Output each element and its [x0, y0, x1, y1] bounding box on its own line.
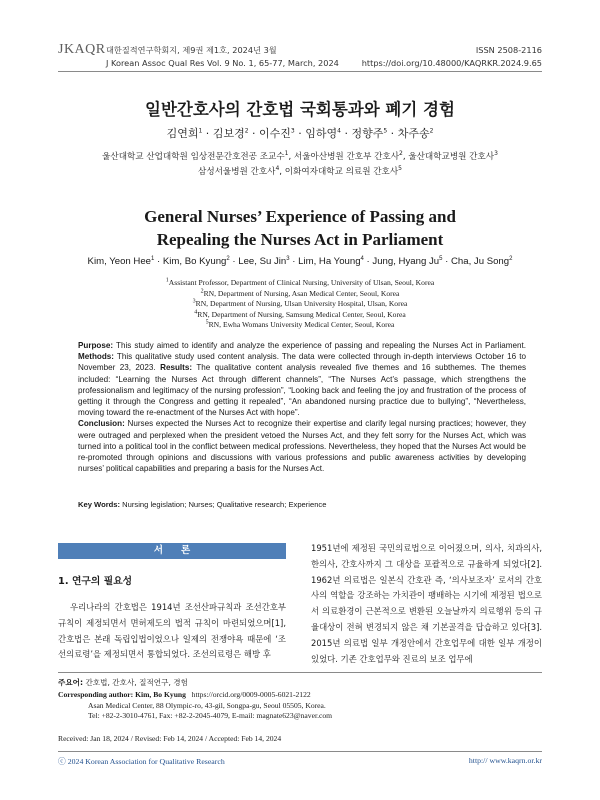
- affiliation: 서울아산병원 간호부 간호사: [293, 152, 400, 162]
- keywords: [78, 500, 526, 509]
- author-name-sup: 2: [509, 255, 513, 262]
- affiliation: 이화여자대학교 의료원 간호사: [284, 167, 399, 177]
- korean-title: 일반간호사의 간호법 국회통과와 폐기 경험: [145, 100, 455, 119]
- journal-url[interactable]: http:// www.kaqrn.or.kr: [468, 756, 542, 765]
- author-name-sup: 4: [360, 255, 364, 262]
- english-title-line: Repealing the Nurses Act in Parliament: [156, 230, 444, 249]
- footer-divider: [58, 751, 542, 752]
- subsection-heading: 1. 연구의 필요성: [58, 576, 133, 587]
- affiliation-sup: 5: [205, 319, 209, 326]
- affiliation-text: RN, Department of Nursing, Ulsan University Hospital, Ulsan, Korea: [195, 299, 408, 309]
- english-title: [0, 205, 600, 251]
- author-name-sup: 1: [151, 255, 155, 262]
- received-dates: Received: Jan 18, 2024 / Revised: Feb 14, 2024 / Accepted: Feb 14, 2024: [58, 734, 282, 743]
- orcid-link[interactable]: https://orcid.org/0009-0005-6021-2122: [191, 690, 311, 699]
- author-name-sup: 4: [337, 127, 341, 135]
- author-name-sup: 2: [226, 255, 230, 262]
- affiliation-text: RN, Ewha Womans University Medical Center, Seoul, Korea: [208, 320, 395, 330]
- methods-label: Methods:: [78, 352, 114, 362]
- author-name-sup: 2: [244, 127, 249, 135]
- author-name-sup: 5: [383, 127, 388, 135]
- corresponding-author: [58, 690, 332, 722]
- affiliation-sup: 1: [165, 277, 169, 284]
- section-heading-introduction: 서론: [58, 543, 286, 559]
- korean-authors: 김연희$^1$ · 김보경$^2$ · 이수진$^3$ · 임하영$^4$ · 정향주$^5$ · 차주송$^2$: [166, 127, 434, 140]
- journal-logo: JKAQR: [58, 42, 106, 57]
- purpose-label: Purpose:: [78, 341, 114, 350]
- affiliation-sup: 3: [192, 298, 196, 305]
- korean-keywords-label: 주요어:: [58, 678, 84, 687]
- author-name: 김연희: [166, 127, 199, 140]
- keywords-label: Key Words:: [78, 500, 121, 509]
- affiliation-sup: 4: [194, 309, 198, 316]
- author-address: Asan Medical Center, 88 Olympic-ro, 43-gil, Songpa-gu, Seoul 05505, Korea.: [88, 700, 326, 710]
- korean-affiliation-line: 울산대학교 산업대학원 임상전문간호전공 조교수$^1$, 서울아산병원 간호부 간호사$^2$, 울산대학교병원 간호사$^3$: [102, 150, 498, 162]
- affiliation-sup: 2: [399, 150, 403, 158]
- author-name: 임하영: [305, 127, 338, 140]
- affiliation-sup: 3: [494, 150, 498, 158]
- affiliation-text: RN, Department of Nursing, Samsung Medical Center, Seoul, Korea: [197, 309, 406, 319]
- author-name-sup: 5: [439, 255, 443, 262]
- corresponding-author-label: Corresponding author:: [58, 690, 134, 699]
- korean-keywords: [58, 677, 188, 688]
- author-name-sup: 3: [286, 255, 290, 262]
- english-authors: Kim, Yeon Hee$^1$ · Kim, Bo Kyung$^2$ · Lee, Su Jin$^3$ · Lim, Ha Young$^4$ · Jung, Hyang $Ju^5$ · Cha, Ju Song$^2$: [87, 255, 513, 267]
- affiliation: 울산대학교병원 간호사: [408, 152, 495, 162]
- conclusion-text: Nurses expected the Nurses Act to recognize their expertise and clarify legal nursing practices; however, they were outraged and perplexed when the president vetoed the Nurses Act, and they felt sorry for the Nurses Act, which was turned into a political tool in the conflict between medical professions. Nevertheless, they hoped that the Nurses Act would be re-promoted through opinions and discussions with various professions and public awareness activities by developing nurses’ political capabilities and preparing a basis for the Nurses Act.: [78, 419, 526, 474]
- page-header: [0, 0, 600, 72]
- korean-affiliations: [60, 150, 540, 180]
- body-column-right: 1951년에 제정된 국민의료법으로 이어졌으며, 의사, 치과의사, 한의사, 간호사까지 그 대상을 포괄적으로 규율하게 되었다[2]. 1962년 의료법은 일본식 간호관 즉, ‘의사보조자’ 로서의 간호사의 역할을 강조하는 가치관이 팽배하는 시기에 제정된 법으로서 의료환경이 근본적으로 변환된 오늘날까지 의료행위 등의 규율대상이 전혀 변경되지 않은 채 기본골격을 답습하고 있다[3]. 2015년 의료법 일부 개정안에서 간호업무에 대한 일부 개정이 있었다. 기존 간호업무와 진료의 보조 업무에: [311, 543, 542, 664]
- author-name: 김보경: [212, 127, 245, 140]
- korean-keywords-text: 간호법, 간호사, 질적연구, 경험: [83, 678, 188, 687]
- journal-citation-en: J Korean Assoc Qual Res Vol. 9 No. 1, 65-77, March, 2024: [106, 58, 339, 68]
- affiliation-line: [60, 310, 540, 321]
- copyright: ⓒ 2024 Korean Association for Qualitative Research: [58, 757, 225, 766]
- results-label: Results:: [160, 363, 193, 373]
- author-name: Kim, Bo Kyung: [162, 256, 227, 267]
- author-name: 정향주: [351, 127, 384, 140]
- author-name-sup: 2: [429, 127, 434, 135]
- author-name-sup: 3: [290, 127, 295, 135]
- footnote-divider: [58, 672, 542, 673]
- issn: ISSN 2508-2116: [475, 45, 542, 55]
- english-title-line: General Nurses’ Experience of Passing and: [144, 207, 456, 226]
- corresponding-author-name: Kim, Bo Kyung: [133, 690, 186, 699]
- author-name: Cha, Ju Song: [450, 256, 510, 267]
- methods-text: This qualitative study used content analysis. The data were collected through in-depth interviews October 16 to November 23, 2023.: [78, 352, 526, 373]
- journal-citation-ko: 대한질적연구학회지, 제9권 제1호, 2024년 3월: [106, 45, 277, 55]
- doi-link[interactable]: https://doi.org/10.48000/KAQRKR.2024.9.65: [361, 58, 542, 68]
- author-contact: Tel: +82-2-3010-4761, Fax: +82-2-2045-4079, E-mail: magnate623@naver.com: [88, 711, 333, 721]
- affiliation-sup: 2: [200, 288, 204, 295]
- body-column-left: 우리나라의 간호법은 1914년 조선산파규칙과 조선간호부규칙이 제정되면서 면허제도의 법적 규칙이 마련되었으며[1], 간호법은 본래 독립입법이었으나 일제의 전쟁야욕 때문에 ‘조선의료령’을 제정되면서 통합되었다. 조선의료령은 해방 후: [58, 602, 286, 660]
- english-affiliations: [60, 278, 540, 331]
- affiliation-sup: 1: [284, 150, 289, 158]
- conclusion-label: Conclusion:: [78, 419, 125, 429]
- keywords-text: Nursing legislation; Nurses; Qualitative research; Experience: [120, 500, 327, 509]
- abstract: [78, 340, 526, 474]
- affiliation: 삼성서울병원 간호사: [198, 167, 276, 177]
- korean-affiliation-line: 삼성서울병원 간호사$^4$, 이화여자대학교 의료원 간호사$^5$: [198, 165, 402, 177]
- affiliation-line: [60, 320, 540, 331]
- author-name: Kim, Yeon Hee: [87, 256, 152, 267]
- affiliation-text: Assistant Professor, Department of Clinical Nursing, University of Ulsan, Seoul, Korea: [168, 278, 435, 287]
- affiliation-sup: 4: [275, 165, 280, 173]
- affiliation-line: [60, 278, 540, 289]
- author-name-sup: 1: [198, 127, 203, 135]
- affiliation-text: RN, Department of Nursing, Asan Medical Center, Seoul, Korea: [203, 288, 400, 298]
- journal-citation: [106, 44, 339, 70]
- affiliation-sup: 5: [398, 165, 402, 173]
- author-name: Jung, Hyang Ju: [372, 256, 440, 267]
- author-name: 차주송: [397, 127, 430, 140]
- journal-identifiers: [362, 44, 542, 70]
- author-name: Lim, Ha Young: [298, 256, 361, 267]
- purpose-text: This study aimed to identify and analyze the experience of passing and repealing the Nurses Act in Parliament.: [113, 341, 526, 350]
- header-divider: [58, 71, 542, 72]
- affiliation-line: [60, 289, 540, 300]
- results-text: The qualitative content analysis revealed five themes and 16 subthemes. The themes included: “Learning the Nurses Act through different channels”, “The Nurses Act’s passage, which strengthens the professionalism and legitimacy of the nursing profession”, “Looking back and feeling the joy and frustration of the process of getting it through the Congress and getting it repealed”, “An abandoned nursing practice due to bullying”, “Nevertheless, moving toward the re-enactment of the Nurses Act with hope”.: [78, 363, 526, 418]
- affiliation-line: [60, 299, 540, 310]
- affiliation: 울산대학교 산업대학원 임상전문간호전공 조교수: [102, 152, 285, 162]
- author-name: Lee, Su Jin: [238, 256, 287, 267]
- author-name: 이수진: [259, 127, 291, 140]
